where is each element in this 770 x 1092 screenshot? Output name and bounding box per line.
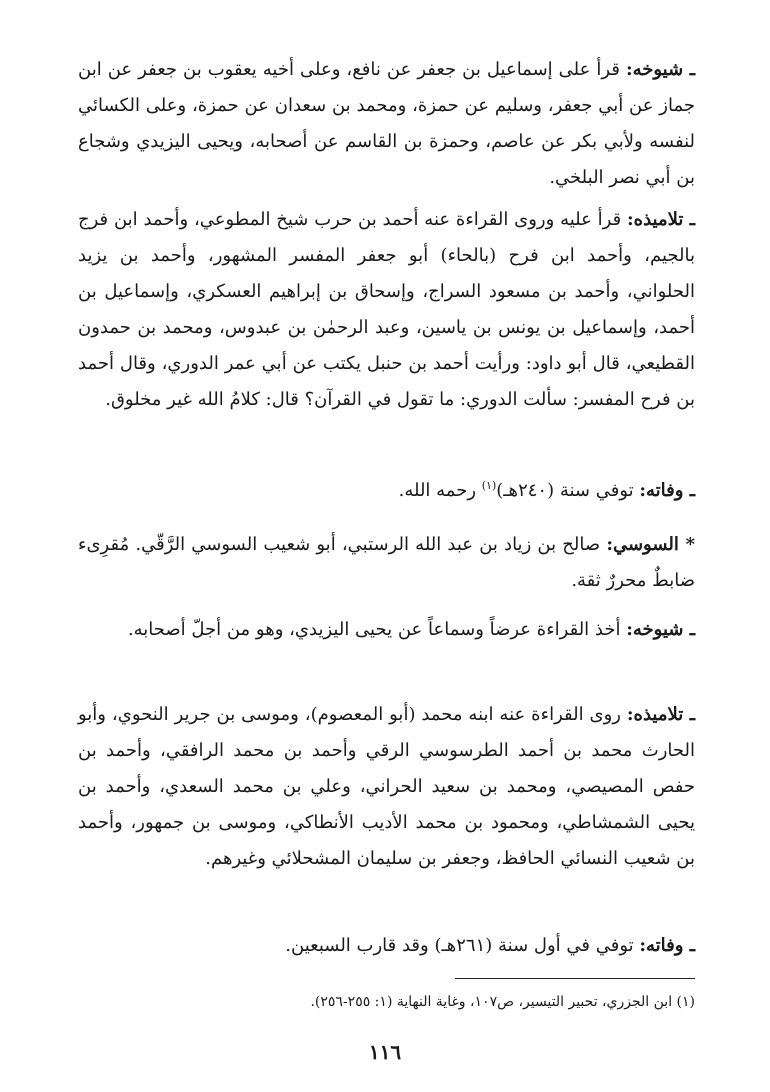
- page-number: ١١٦: [368, 1040, 402, 1064]
- paragraph-text: رحمه الله.: [398, 480, 482, 501]
- paragraph-al-susi: [78, 527, 695, 599]
- paragraph-text: قرأ على إسماعيل بن جعفر عن نافع، وعلى أخيه يعقوب بن جعفر عن ابن جماز عن أبي جعفر، وسليم عن حمزة، ومحمد بن سعدان عن حمزة، وعلى الكسائي لنفسه ولأبي بكر عن عاصم، وحمزة بن القاسم عن أصحابه، ويحيى اليزيدي وشجاع بن أبي نصر البلخي.: [78, 59, 695, 188]
- paragraph-death-1: [78, 473, 695, 509]
- paragraph-label: ـ شيوخه:: [625, 59, 695, 80]
- paragraph-teachers-1: [78, 52, 695, 196]
- footnote-reference: (١): [481, 479, 497, 492]
- paragraph-label: ـ تلاميذه:: [627, 209, 695, 230]
- paragraph-death-2: [78, 928, 695, 964]
- paragraph-teachers-2: [78, 612, 695, 648]
- paragraph-text: روى القراءة عنه ابنه محمد (أبو المعصوم)، وموسى بن جرير النحوي، وأبو الحارث محمد بن أحمد الطرسوسي الرقي وأحمد بن محمد الرافقي، وأحمد بن حفص المصيصي، ومحمد بن سعيد الحراني، وعلي بن محمد السعدي، وأحمد بن يحيى الشمشاطي، ومحمود بن محمد الأديب الأنطاكي، وموسى بن جمهور، وأحمد بن شعيب النسائي الحافظ، وجعفر بن سليمان المشحلائي وغيرهم.: [78, 704, 695, 869]
- paragraph-text: توفي سنة (٢٤٠هـ): [496, 480, 640, 501]
- paragraph-text: توفي في أول سنة (٢٦١هـ) وقد قارب السبعين.: [285, 935, 640, 956]
- paragraph-students-1: [78, 202, 695, 418]
- paragraph-label: ـ وفاته:: [639, 935, 695, 956]
- paragraph-label: ـ وفاته:: [639, 480, 695, 501]
- paragraph-text: قرأ عليه وروى القراءة عنه أحمد بن حرب شيخ المطوعي، وأحمد ابن فرج بالجيم، وأحمد ابن فرح (بالحاء) أبو جعفر المفسر المشهور، وأحمد بن يزيد الحلواني، وأحمد بن مسعود السراج، وإسحاق بن إبراهيم العسكري، وإسماعيل بن أحمد، وإسماعيل بن يونس بن ياسين، وعبد الرحمٰن بن عبدوس، ومحمد بن حمدون القطيعي، قال أبو داود: ورأيت أحمد بن حنبل يكتب عن أبي عمر الدوري، وقال أحمد بن فرح المفسر: سألت الدوري: ما تقول في القرآن؟ قال: كلامُ الله غير مخلوق.: [78, 209, 695, 410]
- paragraph-label: * السوسي:: [606, 534, 695, 555]
- paragraph-label: ـ شيوخه:: [626, 619, 695, 640]
- paragraph-text: أخذ القراءة عرضاً وسماعاً عن يحيى اليزيدي، وهو من أجلّ أصحابه.: [127, 619, 627, 640]
- paragraph-students-2: [78, 697, 695, 877]
- footnote: (١) ابن الجزري، تحبير التيسير، ص١٠٧، وغاية النهاية (١: ٢٥٥-٢٥٦).: [310, 994, 695, 1010]
- paragraph-label: ـ تلاميذه:: [626, 704, 695, 725]
- paragraph-text: صالح بن زياد بن عبد الله الرستبي، أبو شعيب السوسي الرَّقّي. مُقرِىء ضابطٌ محررٌ ثقة.: [78, 534, 695, 591]
- footnote-divider: [455, 978, 695, 979]
